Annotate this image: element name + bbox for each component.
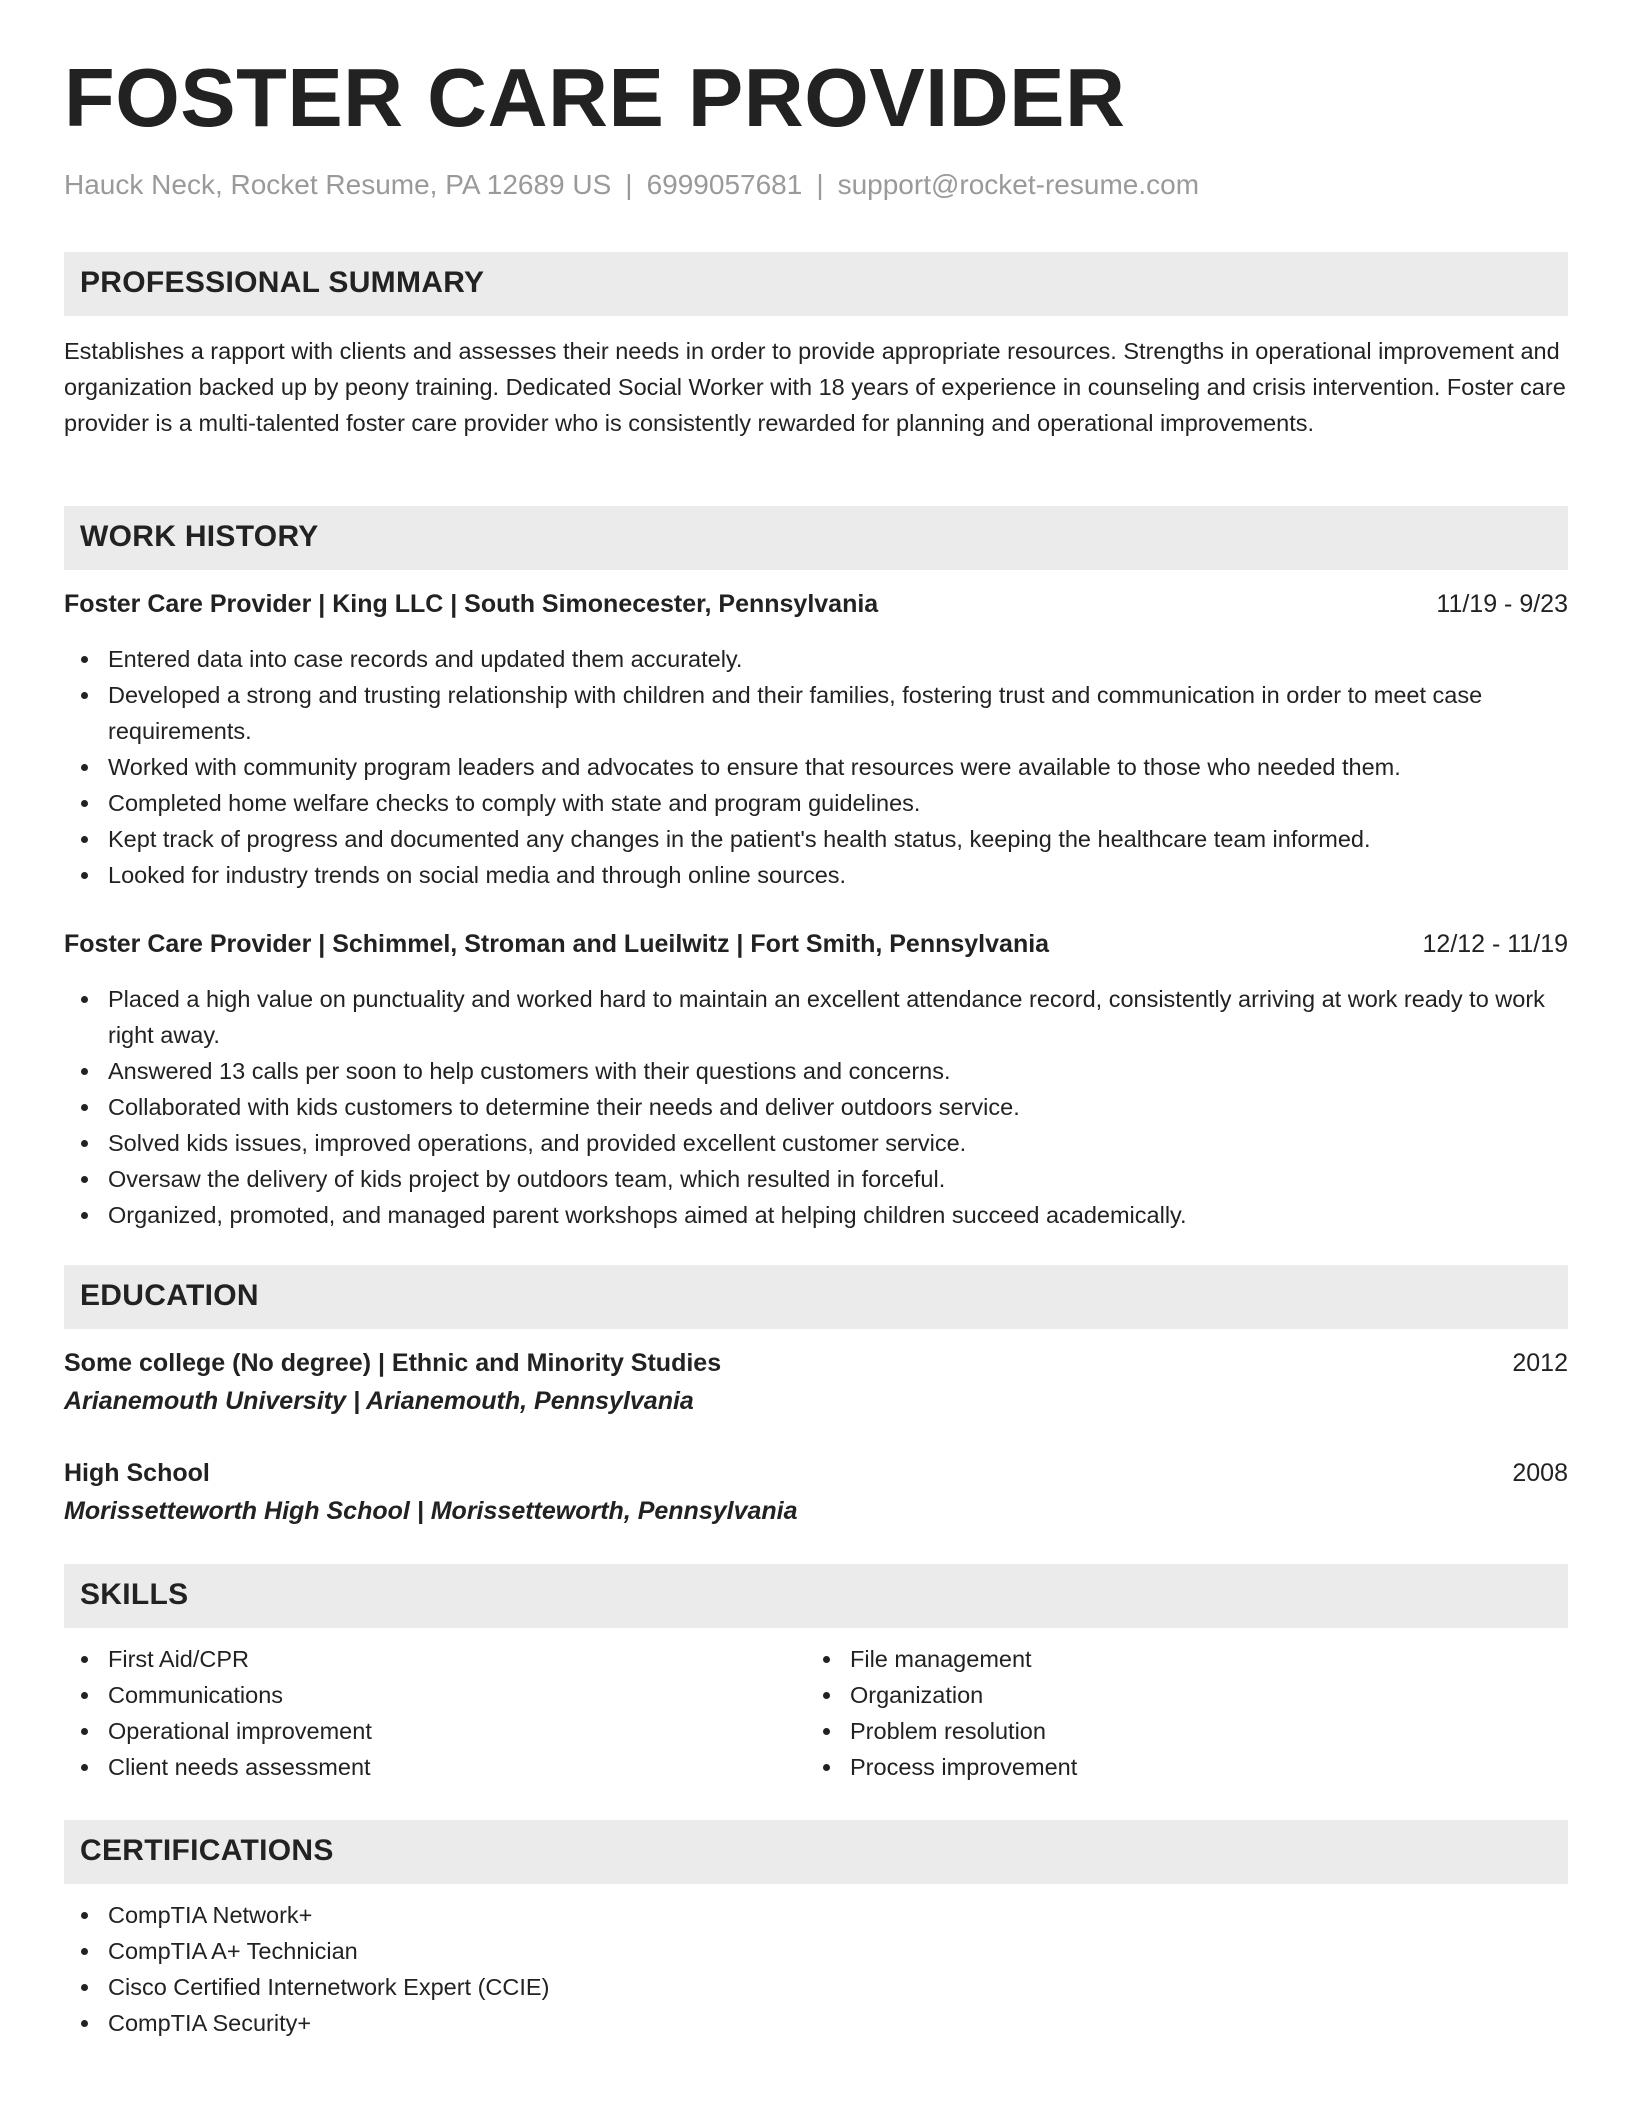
job-bullets	[64, 641, 1568, 893]
contact-phone: 6999057681	[646, 169, 803, 200]
education-school-line	[64, 1493, 1568, 1529]
job-title: Foster Care Provider | King LLC | South Simonecester, Pennsylvania	[64, 590, 879, 618]
list-item: File management	[806, 1641, 1632, 1677]
list-item: Communications	[64, 1677, 1568, 1713]
list-item: Kept track of progress and documented any changes in the patient's health status, keeping the healthcare team informed.	[64, 821, 1568, 857]
list-item: Collaborated with kids customers to determine their needs and deliver outdoors service.	[64, 1089, 1568, 1125]
list-item: Solved kids issues, improved operations, and provided excellent customer service.	[64, 1125, 1568, 1161]
list-item: Completed home welfare checks to comply with state and program guidelines.	[64, 785, 1568, 821]
list-item: Problem resolution	[806, 1713, 1632, 1749]
section-title: PROFESSIONAL SUMMARY	[80, 266, 485, 299]
job-header	[64, 586, 1568, 622]
contact-separator: |	[816, 169, 824, 200]
section-title: EDUCATION	[80, 1279, 259, 1312]
list-item: Oversaw the delivery of kids project by outdoors team, which resulted in forceful.	[64, 1161, 1568, 1197]
summary-text: Establishes a rapport with clients and assesses their needs in order to provide appropriate resources. Strengths in operational improvement and organization backed up by peony training. Dedicated Social Worker with 18 years of experience in counseling and crisis intervention. Foster care provider is a multi-talented foster care provider who is consistently rewarded for planning and operational improvements.	[64, 338, 1566, 436]
section-title: WORK HISTORY	[80, 520, 319, 553]
education-header	[64, 1455, 1568, 1491]
education-school-line	[64, 1383, 1568, 1419]
list-item: Entered data into case records and updated them accurately.	[64, 641, 1568, 677]
list-item: Placed a high value on punctuality and worked hard to maintain an excellent attendance record, consistently arriving at work ready to work right away.	[64, 981, 1568, 1053]
education-school: Arianemouth University | Arianemouth, Pennsylvania	[64, 1387, 694, 1415]
contact-email: support@rocket-resume.com	[837, 169, 1200, 200]
job-bullets	[64, 981, 1568, 1233]
contact-line	[64, 168, 1199, 202]
section-header-work-history	[64, 506, 1568, 570]
contact-separator: |	[625, 169, 633, 200]
list-item: Answered 13 calls per soon to help customers with their questions and concerns.	[64, 1053, 1568, 1089]
job-title: Foster Care Provider | Schimmel, Stroman and Lueilwitz | Fort Smith, Pennsylvania	[64, 930, 1050, 958]
job-header	[64, 926, 1568, 962]
list-item: Operational improvement	[64, 1713, 1568, 1749]
section-header-certifications	[64, 1820, 1568, 1884]
education-header	[64, 1345, 1568, 1381]
contact-address: Hauck Neck, Rocket Resume, PA 12689 US	[64, 169, 612, 200]
list-item: Client needs assessment	[64, 1749, 1568, 1785]
education-degree: Some college (No degree) | Ethnic and Minority Studies	[64, 1349, 722, 1377]
list-item: Organized, promoted, and managed parent workshops aimed at helping children succeed academically.	[64, 1197, 1568, 1233]
resume-title: FOSTER CARE PROVIDER	[64, 51, 1126, 144]
skills-list-right	[806, 1641, 1632, 1785]
section-header-education	[64, 1265, 1568, 1329]
job-date: 12/12 - 11/19	[1422, 930, 1568, 958]
section-header-summary	[64, 252, 1568, 316]
list-item: CompTIA Network+	[64, 1897, 1568, 1933]
list-item: Worked with community program leaders and advocates to ensure that resources were available to those who needed them.	[64, 749, 1568, 785]
section-header-skills	[64, 1564, 1568, 1628]
list-item: Developed a strong and trusting relationship with children and their families, fostering trust and communication in order to meet case requirements.	[64, 677, 1568, 749]
list-item: First Aid/CPR	[64, 1641, 1568, 1677]
list-item: CompTIA A+ Technician	[64, 1933, 1568, 1969]
education-year: 2008	[1512, 1459, 1568, 1487]
list-item: Organization	[806, 1677, 1632, 1713]
education-school: Morissetteworth High School | Morissetteworth, Pennsylvania	[64, 1497, 798, 1525]
list-item: CompTIA Security+	[64, 2005, 1568, 2041]
education-degree: High School	[64, 1459, 210, 1487]
education-year: 2012	[1512, 1349, 1568, 1377]
job-date: 11/19 - 9/23	[1436, 590, 1568, 618]
section-title: SKILLS	[80, 1578, 189, 1611]
section-title: CERTIFICATIONS	[80, 1834, 334, 1867]
list-item: Process improvement	[806, 1749, 1632, 1785]
certifications-list	[64, 1897, 1568, 2041]
list-item: Looked for industry trends on social media and through online sources.	[64, 857, 1568, 893]
list-item: Cisco Certified Internetwork Expert (CCIE)	[64, 1969, 1568, 2005]
